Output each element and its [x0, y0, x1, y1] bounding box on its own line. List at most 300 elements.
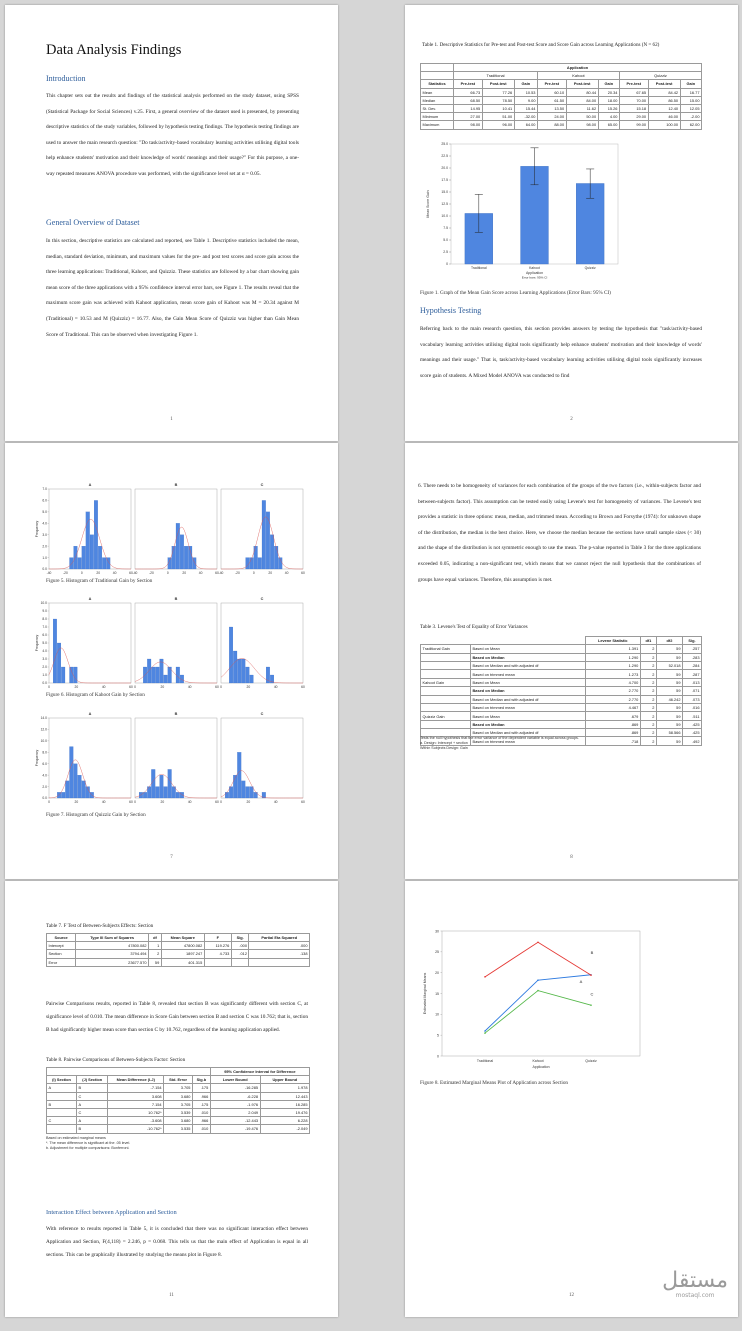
page-5 — [5, 881, 338, 1317]
table8-notes — [46, 1136, 130, 1152]
panel-label: B — [174, 483, 178, 487]
row-basis: Based on trimmed mean — [471, 737, 586, 745]
table-row — [421, 661, 702, 669]
table-cell: 59 — [656, 678, 682, 686]
histogram-bar — [188, 546, 192, 569]
row-j-section: C — [77, 1092, 108, 1100]
histogram-bar — [160, 775, 164, 798]
y-axis-label: Frequency — [35, 749, 39, 767]
col-header: Mean Difference (I-J) — [108, 1076, 164, 1084]
row-group — [421, 670, 471, 678]
row-label: Error — [47, 958, 76, 966]
y-tick-label: 2.0 — [42, 665, 47, 670]
x-tick-label: 20 — [96, 571, 101, 575]
table-cell: 59 — [656, 703, 682, 711]
table-cell: 68.50 — [454, 96, 483, 104]
figure6-caption: Figure 6. Histogram of Kahoot Gain by Section — [46, 692, 145, 698]
table-cell: 19.476 — [260, 1108, 309, 1116]
table-row — [47, 1084, 310, 1092]
row-basis: Based on Median — [471, 653, 586, 661]
x-tick-label: Traditional — [470, 266, 487, 270]
x-tick-label: Kahoot — [529, 266, 540, 270]
histogram-bar — [250, 787, 254, 798]
table-cell: 4.700 — [585, 678, 640, 686]
table8-ci-header: 95% Confidence Interval for Difference — [210, 1068, 309, 1076]
table-cell: .869 — [585, 729, 640, 737]
panel-label: B — [174, 712, 178, 716]
table-cell: 84.00 — [566, 96, 598, 104]
row-basis: Based on Median — [471, 720, 586, 728]
table-cell: 66.73 — [454, 88, 483, 96]
table-cell: -3.608 — [108, 1117, 164, 1125]
y-tick-label: 9.0 — [42, 609, 47, 614]
x-tick-label: Quizziz — [584, 266, 596, 270]
col-header: Mean Square — [161, 934, 204, 942]
histogram-bar — [61, 667, 65, 683]
y-tick-label: 4.0 — [42, 649, 47, 654]
histogram-bar — [176, 667, 180, 683]
table-row — [421, 712, 702, 720]
table8-pairwise-comparisons — [46, 1067, 310, 1134]
panel-label: C — [260, 483, 264, 487]
table1-descriptive-stats — [420, 63, 702, 130]
row-j-section: C — [77, 1108, 108, 1116]
table-cell: .000 — [249, 942, 310, 950]
table-cell: 2.770 — [585, 687, 640, 695]
histogram-bar — [78, 775, 82, 798]
y-tick-label: 7.5 — [443, 226, 448, 231]
series-point — [537, 979, 539, 981]
table-cell: 2.770 — [585, 695, 640, 703]
y-tick-label: 2.0 — [42, 544, 47, 549]
col-header: df2 — [656, 637, 682, 645]
table-cell: 3.535 — [164, 1125, 193, 1133]
table-cell: 16.77 — [680, 88, 701, 96]
series-point — [537, 941, 539, 943]
table-cell: 3794.494 — [76, 950, 149, 958]
table-cell: 1.978 — [260, 1084, 309, 1092]
x-tick-label: 60 — [215, 571, 219, 575]
histogram-bar — [237, 659, 241, 683]
table-cell: 59 — [656, 687, 682, 695]
y-tick-label: 5.0 — [42, 510, 47, 515]
x-tick-label: 0 — [134, 685, 136, 689]
histogram-bar — [164, 787, 168, 798]
table-cell: 1.290 — [585, 653, 640, 661]
table-cell: -2.049 — [260, 1125, 309, 1133]
y-tick-label: 5 — [437, 1033, 439, 1038]
table-cell: .679 — [585, 712, 640, 720]
series-label: A — [579, 979, 583, 985]
col-header: Upper Bound — [260, 1076, 309, 1084]
col-header: Levene Statistic — [585, 637, 640, 645]
col-gain: Gain — [514, 80, 537, 88]
row-basis: Based on Mean — [471, 645, 586, 653]
x-tick-label: 0 — [166, 571, 169, 575]
x-tick-label: Quizziz — [585, 1059, 597, 1063]
col-gain: Gain — [680, 80, 701, 88]
table-cell: .425 — [683, 720, 702, 728]
table-row — [421, 678, 702, 686]
hypothesis-paragraph: Referring back to the main research question, this section provides answers by testing the hypothesis that "task/activity-based vocabulary learning activities utilising digital tools significantly help enhance students' motivation and their knowledge of words' meanings and their usage." That is, task/activity-based vocabulary learning activities utilising digital tools significantly increases score gain of students. A Mixed Model ANOVA was conducted to find — [420, 326, 702, 379]
histogram-bar — [225, 792, 229, 798]
x-tick-label: 40 — [187, 800, 192, 804]
table-cell: 6.228 — [260, 1117, 309, 1125]
hypothesis-heading: Hypothesis Testing — [420, 306, 482, 315]
histogram-kahoot-gain — [35, 595, 327, 697]
y-tick-label: 15.0 — [441, 190, 448, 195]
table-cell: .287 — [683, 670, 702, 678]
col-header — [421, 637, 471, 645]
app-header-traditional: Traditional — [454, 72, 538, 80]
table-cell: 401.315 — [161, 958, 204, 966]
y-tick-label: 20.0 — [441, 166, 448, 171]
table-cell: .718 — [585, 737, 640, 745]
row-i-section: A — [47, 1084, 77, 1092]
table-cell: 98.00 — [566, 121, 598, 129]
interaction-paragraph: With reference to results reported in Table 5, it is concluded that there was no significant interaction effect between Application and Section, F(4,118) = 2.246, p = 0.068. This tells us that the main effect of Application is equal in all sections. This can be graphically illustrated by studying the means plot in Figure 8. — [46, 1226, 308, 1258]
row-label: Median — [421, 96, 454, 104]
table-cell: .425 — [683, 729, 702, 737]
table-cell: 88.00 — [537, 121, 566, 129]
table-row — [47, 950, 310, 958]
table-cell: 98.00 — [454, 121, 483, 129]
table-cell: 61.50 — [537, 96, 566, 104]
col-posttest: Post-test — [648, 80, 680, 88]
col-header: Std. Error — [164, 1076, 193, 1084]
table-cell: 13.50 — [537, 104, 566, 112]
panel-frame — [135, 718, 217, 798]
histogram-bar — [258, 558, 262, 569]
plot-area — [442, 931, 640, 1056]
histogram-bar — [147, 659, 151, 683]
table-cell: 2 — [640, 720, 656, 728]
y-tick-label: 6.0 — [42, 498, 47, 503]
histogram-traditional-gain — [35, 481, 327, 583]
y-axis-label: Mean Score Gain — [426, 190, 430, 218]
histogram-bar — [78, 558, 82, 569]
y-tick-label: 10 — [435, 1012, 439, 1017]
table-cell: 9.00 — [514, 96, 537, 104]
col-header: Lower Bound — [210, 1076, 260, 1084]
row-j-section: B — [77, 1125, 108, 1133]
table-cell: 59 — [656, 737, 682, 745]
table-row — [421, 96, 702, 104]
table-cell: .010 — [192, 1108, 210, 1116]
x-tick-label: 60 — [215, 685, 219, 689]
col-pretest: Pre-test — [619, 80, 648, 88]
histogram-bar — [184, 546, 188, 569]
table-cell: 47800.082 — [76, 942, 149, 950]
x-axis-label: Application — [525, 271, 544, 275]
histogram-bar — [156, 667, 160, 683]
table-cell: 15.26 — [598, 104, 619, 112]
x-tick-label: -20 — [149, 571, 154, 575]
y-tick-label: 0.0 — [42, 681, 47, 686]
table3-note: Tests the null hypothesis that the error variance of the dependent variable is equal across groups. — [420, 736, 579, 740]
table-cell: .175 — [192, 1100, 210, 1108]
table-cell: 10.41 — [482, 104, 514, 112]
table-cell: 11.62 — [566, 104, 598, 112]
row-i-section: C — [47, 1117, 77, 1125]
col-header: Partial Eta Squared — [249, 934, 310, 942]
histogram-bar — [229, 627, 233, 683]
table-cell: 59 — [656, 670, 682, 678]
row-i-section — [47, 1108, 77, 1116]
table-row — [421, 88, 702, 96]
interaction-heading: Interaction Effect between Application and Section — [46, 1209, 177, 1216]
table8-note: b. Adjustment for multiple comparisons: Bonferroni. — [46, 1146, 130, 1151]
table-cell: 27.00 — [454, 113, 483, 121]
x-tick-label: 20 — [268, 571, 273, 575]
x-tick-label: 40 — [112, 571, 117, 575]
table-cell: -7.154 — [108, 1084, 164, 1092]
histogram-bar — [233, 775, 237, 798]
row-group — [421, 720, 471, 728]
page-1 — [5, 5, 338, 441]
table-cell: 2 — [640, 670, 656, 678]
y-tick-label: 10.0 — [441, 214, 448, 219]
table-cell: .010 — [192, 1125, 210, 1133]
series-point — [484, 1030, 486, 1032]
table-cell: 96.00 — [482, 121, 514, 129]
intro-heading: Introduction — [46, 74, 86, 83]
x-tick-label: 40 — [273, 685, 278, 689]
row-basis: Based on Median and with adjusted df — [471, 729, 586, 737]
table-cell — [249, 958, 310, 966]
x-tick-label: 60 — [129, 800, 133, 804]
x-axis-label: Application — [532, 1065, 550, 1069]
table-cell: 59 — [656, 653, 682, 661]
series-point — [590, 1004, 592, 1006]
histogram-bar — [233, 651, 237, 683]
col-header: (J) Section — [77, 1076, 108, 1084]
page-title: Data Analysis Findings — [46, 42, 182, 58]
row-basis: Based on Median and with adjusted df — [471, 695, 586, 703]
table-cell: 2 — [640, 678, 656, 686]
x-tick-label: 60 — [301, 571, 305, 575]
histogram-bar — [242, 781, 246, 798]
table-cell: 29.00 — [619, 113, 648, 121]
y-tick-label: 22.5 — [441, 154, 448, 159]
table-row — [421, 113, 702, 121]
x-tick-label: 0 — [48, 800, 50, 804]
watermark-arabic: مستقل — [662, 1268, 728, 1293]
table-cell: 3.608 — [108, 1092, 164, 1100]
table-row — [421, 104, 702, 112]
histogram-bar — [151, 769, 155, 798]
table-cell: 70.00 — [619, 96, 648, 104]
col-statistics: Statistics — [421, 80, 454, 88]
y-axis-label: Frequency — [35, 634, 39, 652]
y-tick-label: 12.0 — [40, 727, 47, 732]
row-label: Mean — [421, 88, 454, 96]
table-cell: 3.705 — [164, 1100, 193, 1108]
table-cell: 67.65 — [619, 88, 648, 96]
table-row — [421, 653, 702, 661]
histogram-bar — [246, 667, 250, 683]
page-number: 2 — [570, 417, 573, 422]
row-group: Quizziz Gain — [421, 712, 471, 720]
table-cell: 15.00 — [680, 96, 701, 104]
table-cell: 1 — [149, 942, 162, 950]
table-cell: 59 — [149, 958, 162, 966]
series-point — [590, 974, 592, 976]
table-cell: -2.00 — [680, 113, 701, 121]
page-number: 12 — [569, 1293, 574, 1298]
table-row — [421, 645, 702, 653]
histogram-bar — [156, 787, 160, 798]
table-cell: 52.018 — [656, 661, 682, 669]
x-tick-label: -20 — [63, 571, 68, 575]
series-point — [484, 1032, 486, 1034]
histogram-bar — [82, 781, 86, 798]
table-cell: 77.26 — [482, 88, 514, 96]
table-cell: .869 — [585, 720, 640, 728]
table-cell: 78.50 — [482, 96, 514, 104]
histogram-bar — [266, 512, 270, 569]
histogram-bar — [151, 667, 155, 683]
y-tick-label: 20 — [435, 970, 439, 975]
histogram-bar — [86, 512, 90, 569]
table-cell — [231, 958, 249, 966]
col-header: df — [149, 934, 162, 942]
table8-caption: Table 8. Pairwise Comparisons of Between-Subjects Factor: Section — [46, 1057, 186, 1063]
x-tick-label: 0 — [220, 800, 222, 804]
y-tick-label: 0.0 — [42, 567, 47, 572]
y-tick-label: 10.0 — [40, 601, 47, 606]
table7-caption: Table 7. F Test of Between-Subjects Effects: Section — [46, 923, 154, 929]
intro-paragraph: This chapter sets out the results and findings of the statistical analysis performed on the study dataset, using SPSS (Statistical Package for Social Sciences) v.25. First, a general overview of the dataset used is presented, by presenting descriptive statistics of the study variables, followed by hypothesis testing findings. The hypothesis testing findings are used to answer the main research question: "Do task/activity-based vocabulary learning activities utilising digital tools help enhance students' motivation and their knowledge of words' meanings and their usage?" For this purpose, a one-way repeated measures ANOVA procedure was performed, with the significance level set at α = 0.05. — [46, 93, 299, 177]
col-header: Sig. — [231, 934, 249, 942]
histogram-bar — [262, 500, 266, 569]
y-tick-label: 5.0 — [42, 641, 47, 646]
histogram-bar — [143, 792, 147, 798]
table-cell: 3.680 — [164, 1092, 193, 1100]
table-row — [47, 1108, 310, 1116]
col-pretest: Pre-test — [537, 80, 566, 88]
x-tick-label: 0 — [80, 571, 83, 575]
table-row — [421, 703, 702, 711]
table-cell: 7.154 — [108, 1100, 164, 1108]
y-tick-label: 5.0 — [443, 238, 448, 243]
histogram-bar — [90, 535, 94, 569]
figure8-caption: Figure 8. Estimated Marginal Means Plot of Application across Section — [420, 1080, 569, 1086]
histogram-bar — [250, 675, 254, 683]
table-cell: 14.95 — [454, 104, 483, 112]
x-tick-label: 40 — [101, 685, 106, 689]
table-cell: -6.228 — [210, 1092, 260, 1100]
x-tick-label: Kahoot — [532, 1059, 544, 1063]
histogram-bar — [82, 546, 86, 569]
figure7-caption: Figure 7. Histogram of Quizziz Gain by Section — [46, 812, 146, 818]
table-cell: 15.18 — [619, 104, 648, 112]
watermark-url: mostaql.com — [675, 1292, 715, 1299]
table-cell: 47800.082 — [161, 942, 204, 950]
x-tick-label: 0 — [134, 800, 136, 804]
histogram-bar — [246, 558, 250, 569]
y-tick-label: 0.0 — [42, 796, 47, 801]
histogram-bar — [160, 659, 164, 683]
panel-label: A — [88, 712, 92, 716]
x-tick-label: -40 — [132, 571, 138, 575]
col-header: Sig. — [683, 637, 702, 645]
histogram-bar — [168, 769, 172, 798]
histogram-bar — [246, 787, 250, 798]
histogram-bar — [180, 792, 184, 798]
panel-label: C — [260, 712, 264, 716]
x-tick-label: -40 — [46, 571, 52, 575]
panel-label: B — [174, 597, 178, 601]
row-basis: Based on Mean — [471, 712, 586, 720]
table-cell: 60.10 — [537, 88, 566, 96]
table-cell: 59 — [656, 720, 682, 728]
row-group — [421, 661, 471, 669]
col-gain: Gain — [598, 80, 619, 88]
table-cell: 3.705 — [164, 1084, 193, 1092]
table-cell: 10.762* — [108, 1108, 164, 1116]
figure1-bar-chart — [423, 136, 623, 284]
table3-notes — [420, 736, 579, 752]
table-cell: .138 — [249, 950, 310, 958]
table-row — [421, 687, 702, 695]
col-pretest: Pre-test — [454, 80, 483, 88]
x-tick-label: 40 — [284, 571, 289, 575]
y-tick-label: 7.0 — [42, 487, 47, 492]
histogram-bar — [53, 619, 57, 683]
histogram-bar — [164, 675, 168, 683]
row-basis: Based on Mean — [471, 678, 586, 686]
col-posttest: Post-test — [566, 80, 598, 88]
figure5-caption: Figure 5. Histogram of Traditional Gain by Section — [46, 578, 153, 584]
table-cell: .966 — [192, 1117, 210, 1125]
x-tick-label: 60 — [301, 685, 305, 689]
table-cell: .000 — [231, 942, 249, 950]
x-tick-label: 40 — [101, 800, 106, 804]
table-cell: 59 — [656, 645, 682, 653]
table8-note: Based on estimated marginal means — [46, 1136, 106, 1140]
table-cell: 2 — [640, 653, 656, 661]
table-cell: 4.467 — [585, 703, 640, 711]
y-tick-label: 25.0 — [441, 142, 448, 147]
x-tick-label: -40 — [218, 571, 224, 575]
row-label: Maximum — [421, 121, 454, 129]
row-label: St. Dev. — [421, 104, 454, 112]
y-tick-label: 8.0 — [42, 750, 47, 755]
table-cell: 51.00 — [482, 113, 514, 121]
table-row — [47, 958, 310, 966]
table-cell: -1.976 — [210, 1100, 260, 1108]
table-cell: .284 — [683, 661, 702, 669]
x-tick-label: 20 — [246, 800, 251, 804]
table-cell: 100.00 — [648, 121, 680, 129]
histogram-bar — [74, 667, 78, 683]
table-cell: 4.00 — [598, 113, 619, 121]
panel-label: C — [260, 597, 264, 601]
histogram-bar — [172, 546, 176, 569]
row-label: Section — [47, 950, 76, 958]
y-tick-label: 4.0 — [42, 773, 47, 778]
table3-note: a. Design: Intercept + section — [420, 741, 468, 746]
page-4 — [405, 443, 738, 879]
histogram-bar — [250, 558, 254, 569]
y-tick-label: 4.0 — [42, 521, 47, 526]
histogram-bar — [94, 500, 98, 569]
table-cell: 2 — [640, 645, 656, 653]
table-cell: 3.680 — [164, 1117, 193, 1125]
histogram-bar — [176, 792, 180, 798]
row-i-section: B — [47, 1100, 77, 1108]
